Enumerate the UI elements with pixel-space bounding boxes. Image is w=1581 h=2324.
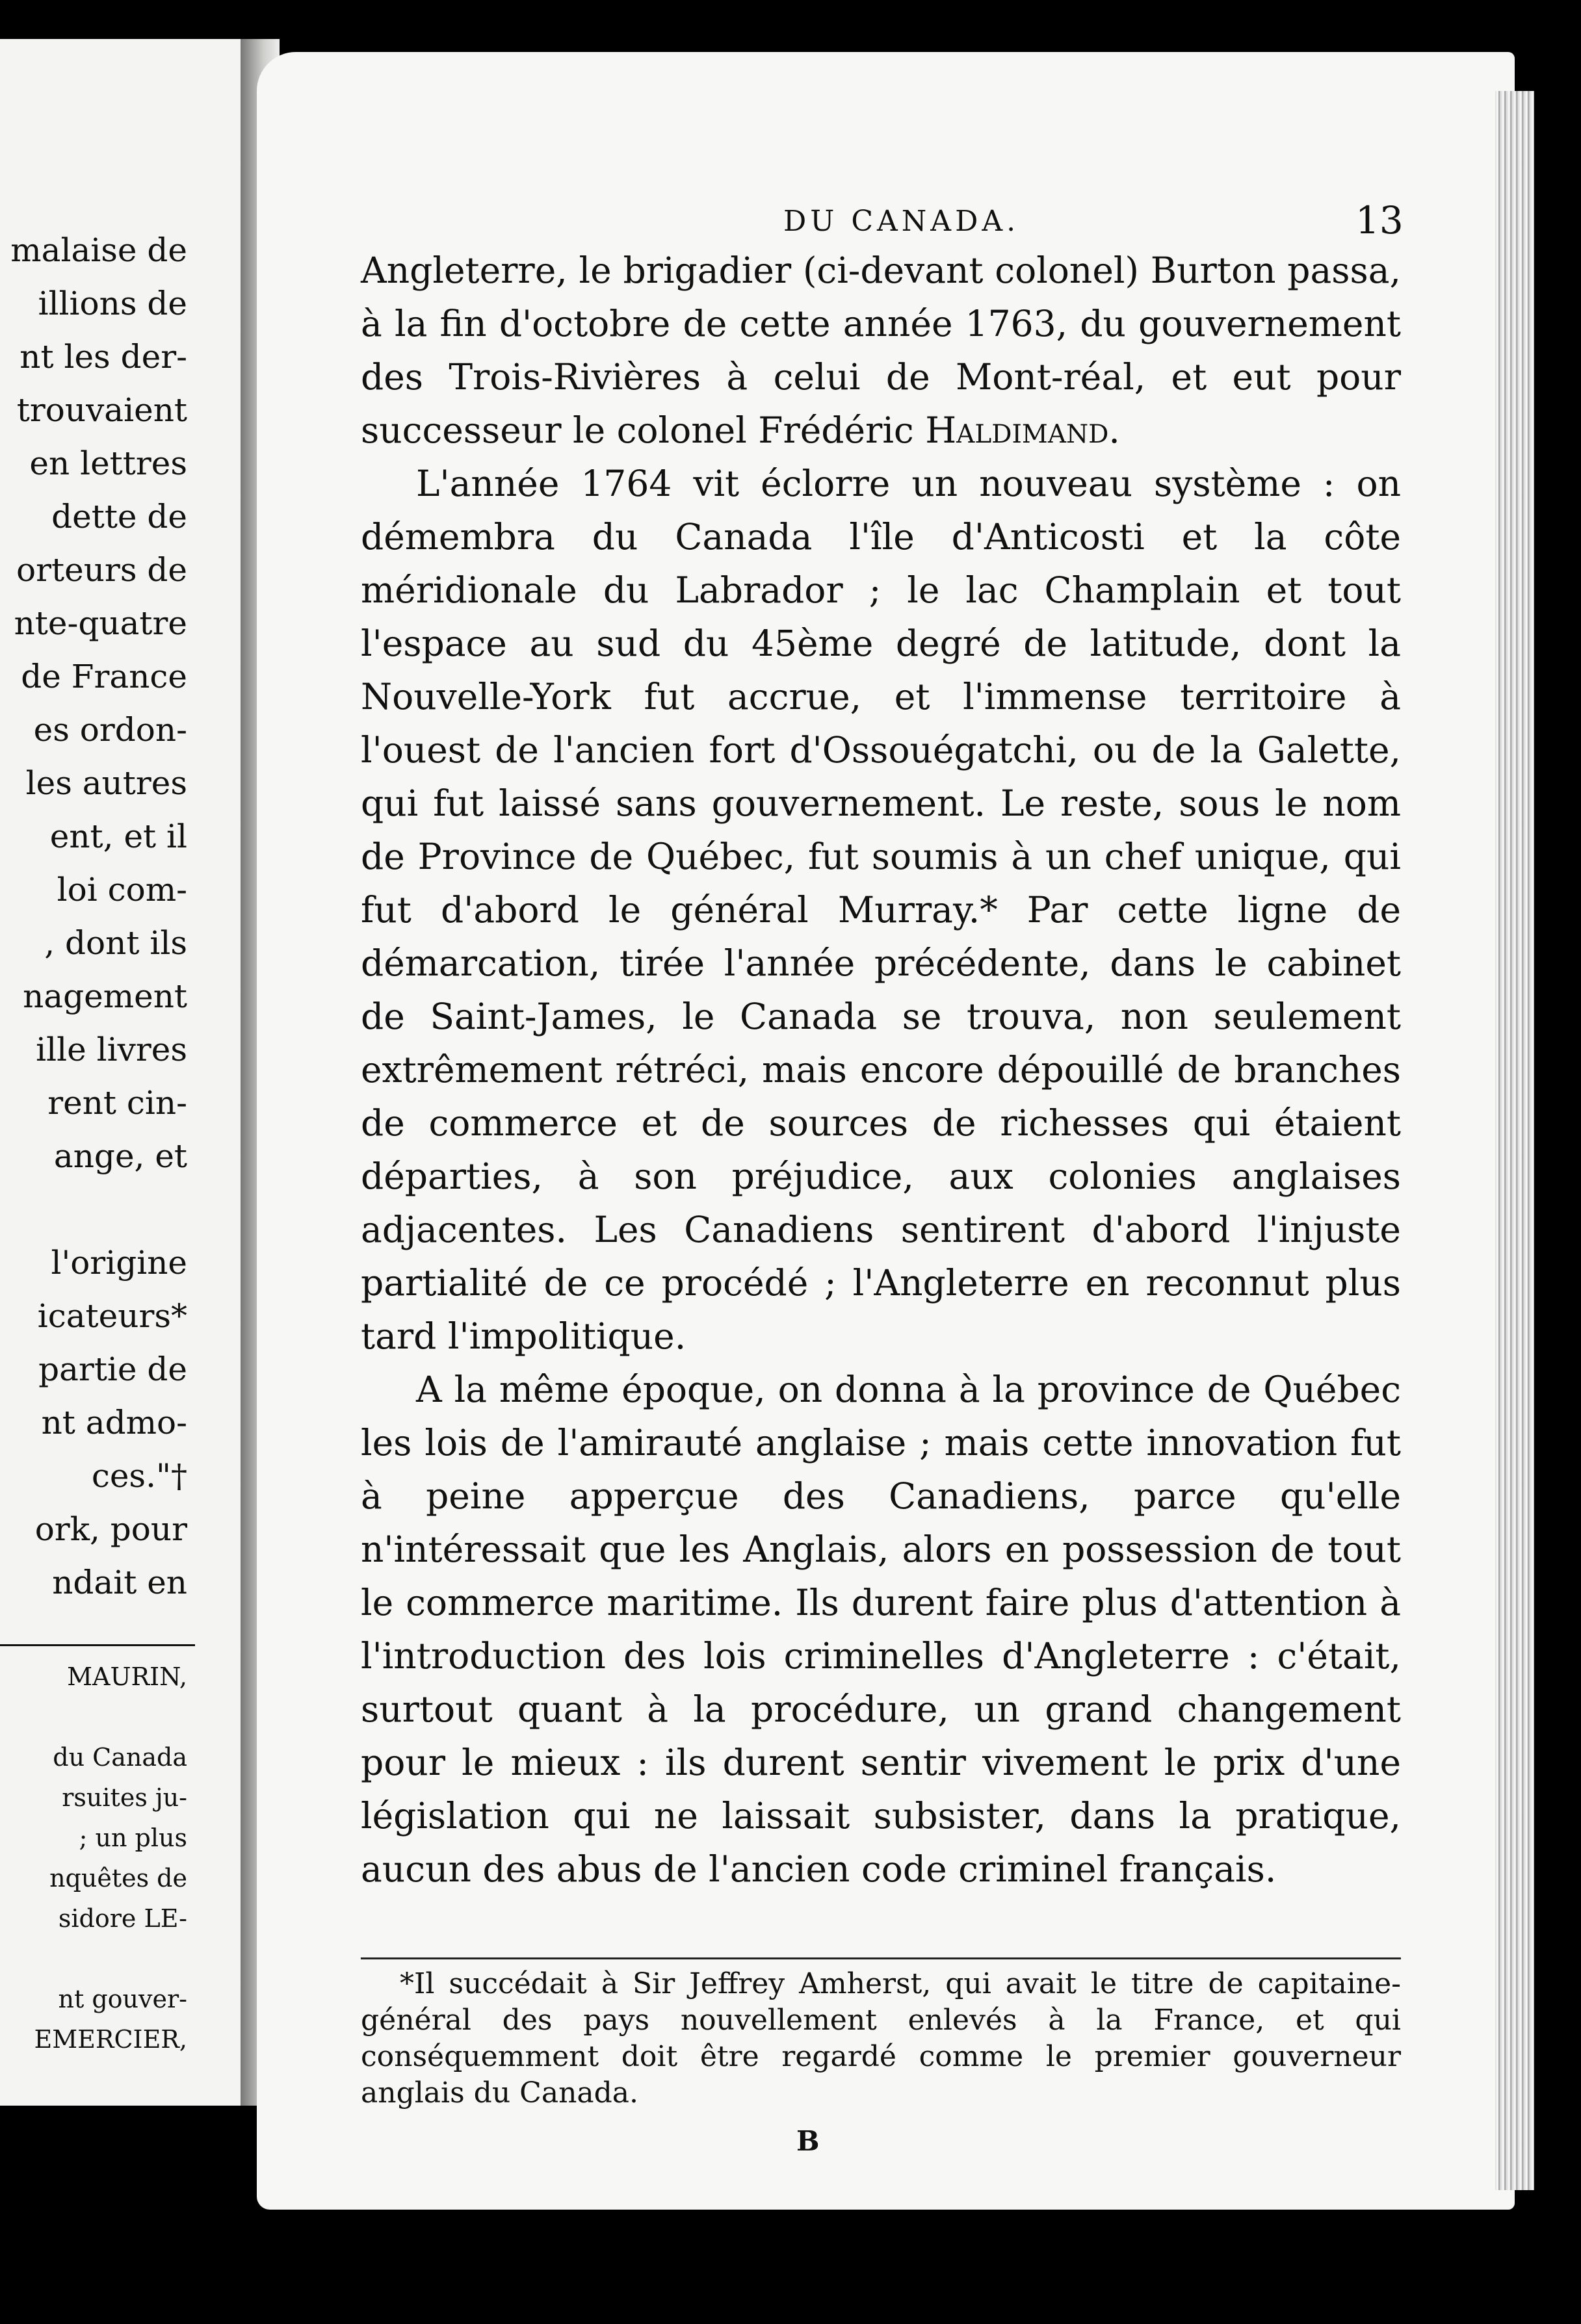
left-page-line: nt admo- — [41, 1404, 187, 1441]
left-footnote-line: MAURIN, — [67, 1662, 187, 1691]
left-page-line: rent cin- — [47, 1084, 187, 1122]
left-page-line: loi com- — [57, 871, 187, 909]
left-page-line: nte-quatre — [14, 604, 187, 642]
left-page-line: ange, et — [53, 1137, 187, 1175]
page-number: 13 — [1355, 198, 1404, 242]
footnote-text: *Il succédait à Sir Jeffrey Amherst, qui avait le titre de capitaine-général des pays nouvellement enlevés à la France, et qui conséquemment doit être regardé comme le premier gouverneur anglais du Canada. — [361, 1967, 1401, 2110]
left-page-line: ork, pour — [34, 1510, 187, 1548]
paragraph-1 — [361, 244, 1401, 457]
left-page-line: dette de — [51, 498, 187, 536]
left-page-line: es ordon- — [33, 711, 187, 749]
page-header — [257, 198, 1515, 250]
left-footnote-rule — [0, 1644, 195, 1646]
left-page-line: icateurs* — [37, 1297, 187, 1335]
right-page — [257, 52, 1515, 2210]
footnote — [361, 1966, 1401, 2111]
haldimand-smallcaps: Haldimand — [925, 409, 1109, 451]
left-page-line: de France — [21, 658, 187, 695]
left-page-line: les autres — [25, 764, 187, 802]
page-edges — [1495, 91, 1534, 2190]
left-page-line: trouvaient — [16, 391, 187, 429]
left-page-line: l'origine — [51, 1244, 187, 1282]
paragraph-1-end: . — [1108, 409, 1120, 451]
left-footnote-line: ; un plus — [79, 1824, 187, 1852]
running-head: DU CANADA. — [783, 205, 1020, 238]
left-page-line: ndait en — [52, 1564, 187, 1601]
left-footnote-line: sidore LE- — [58, 1904, 187, 1933]
left-page-line: nt les der- — [20, 338, 187, 376]
left-footnote-line: nquêtes de — [49, 1864, 187, 1892]
left-page-fragment — [0, 39, 244, 2106]
left-page-line: ces."† — [91, 1457, 187, 1495]
left-page-line: orteurs de — [16, 551, 187, 589]
paragraph-2: L'année 1764 vit éclorre un nouveau système : on démembra du Canada l'île d'Anticosti et la côte méridionale du Labrador ; le lac Champlain et tout l'espace au sud du 45ème degré de latitude, dont la Nouvelle-York fut accrue, et l'immense territoire à l'ouest de l'ancien fort d'Ossouégatchi, ou de la Galette, qui fut laissé sans gouvernement. Le reste, sous le nom de Province de Québec, fut soumis à un chef unique, qui fut d'abord le général Murray.* Par cette ligne de démarcation, tirée l'année précédente, dans le cabinet de Saint-James, le Canada se trouva, non seulement extrêmement rétréci, mais encore dépouillé de branches de commerce et de sources de richesses qui étaient départies, à son préjudice, aux colonies anglaises adjacentes. Les Canadiens sentirent d'abord l'injuste partialité de ce procédé ; l'Angleterre en reconnut plus tard l'impolitique. — [361, 463, 1401, 1357]
left-page-line: malaise de — [10, 231, 187, 269]
left-page-line: , dont ils — [44, 924, 187, 962]
footnote-rule — [361, 1957, 1401, 1959]
paragraph-1-text: Angleterre, le brigadier (ci-devant colonel) Burton passa, à la fin d'octobre de cette année 1763, du gouvernement des Trois-Rivières à celui de Mont-réal, et eut pour successeur le colonel Frédéric — [361, 250, 1401, 451]
left-page-line: illions de — [38, 285, 187, 322]
paragraph-3: A la même époque, on donna à la province de Québec les lois de l'amirauté anglaise ; mais cette innovation fut à peine apperçue des Canadiens, parce qu'elle n'intéressait que les Anglais, alors en possession de tout le commerce maritime. Ils durent faire plus d'attention à l'introduction des lois criminelles d'Angleterre : c'était, surtout quant à la procédure, un grand changement pour le mieux : ils durent sentir vivement le prix d'une législation qui ne laissait subsister, dans la pratique, aucun des abus de l'ancien code criminel français. — [361, 1369, 1401, 1890]
left-footnote-line: EMERCIER, — [34, 2025, 187, 2054]
left-page-line: ille livres — [36, 1031, 187, 1068]
left-page-line: ent, et il — [49, 818, 187, 855]
body-text — [361, 244, 1401, 1896]
left-footnote-line: rsuites ju- — [62, 1783, 187, 1812]
left-page-line: nagement — [23, 977, 187, 1015]
signature-mark: B — [796, 2125, 820, 2157]
left-footnote-line: du Canada — [53, 1743, 187, 1772]
left-page-line: en lettres — [29, 445, 187, 482]
left-page-line: partie de — [38, 1350, 187, 1388]
left-footnote-line: nt gouver- — [58, 1985, 187, 2013]
